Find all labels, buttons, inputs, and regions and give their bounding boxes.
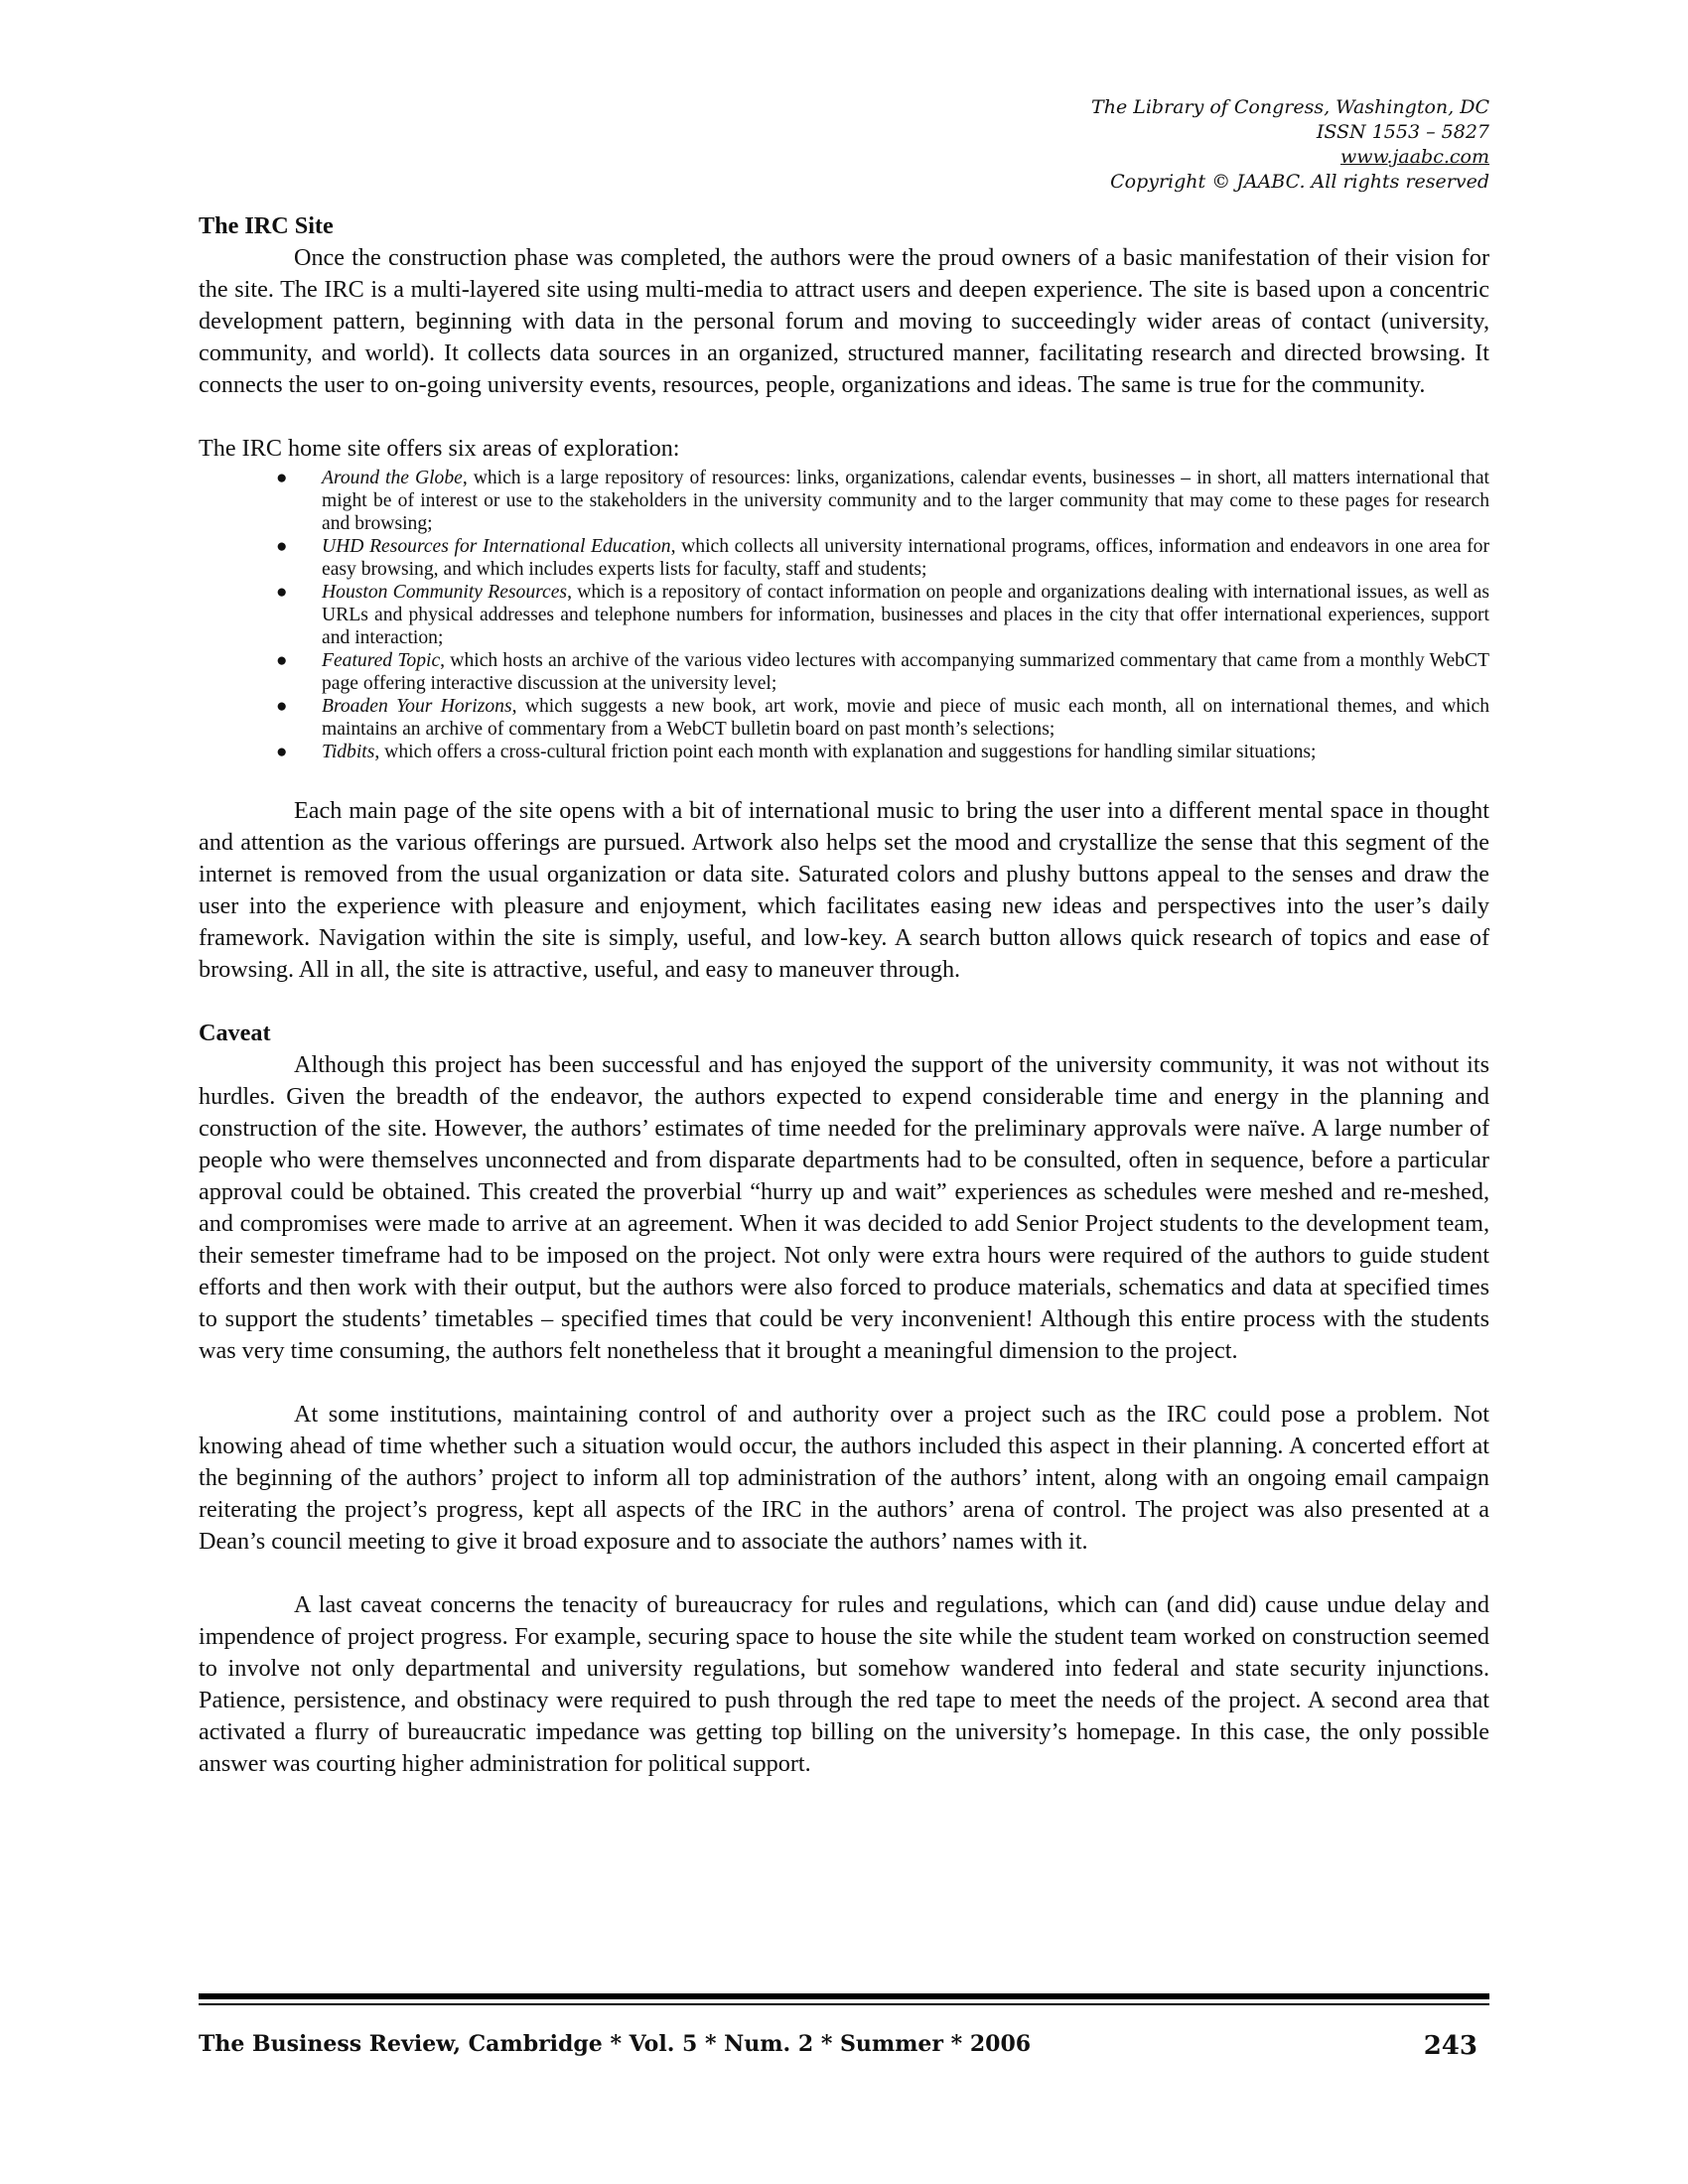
list-item-title: Around the Globe: [322, 468, 463, 488]
list-item-text: , which offers a cross-cultural friction point each month with explanation and suggestions for handling similar situations;: [374, 742, 1317, 762]
list-item-title: Tidbits: [322, 742, 375, 762]
paragraph-irc-site-1: Once the construction phase was completed, the authors were the proud owners of a basic manifestation of their vision for the site. The IRC is a multi-layered site using multi-media to attract users and deepen experience. The site is based upon a concentric development pattern, beginning with data in the personal forum and moving to succeedingly wider areas of contact (university, community, and world). It collects data sources in an organized, structured manner, facilitating research and directed browsing. It connects the user to on-going university events, resources, people, organizations and ideas. The same is true for the community.: [199, 244, 1489, 398]
header-website-link[interactable]: www.jaabc.com: [1339, 146, 1489, 168]
footer-journal-citation: The Business Review, Cambridge * Vol. 5 * Num. 2 * Summer * 2006: [199, 2031, 1032, 2057]
list-item: [276, 649, 1489, 695]
list-item-title: UHD Resources for International Education: [322, 536, 671, 557]
footer-rule-thin: [199, 2003, 1489, 2005]
header-issn-line: ISSN 1553 – 5827: [1316, 121, 1489, 143]
paragraph-gap: [199, 763, 1489, 795]
list-item: [276, 535, 1489, 581]
list-item: [276, 741, 1489, 763]
bullet-icon: ●: [276, 650, 288, 671]
exploration-areas-list: [199, 467, 1489, 763]
list-item-title: Broaden Your Horizons: [322, 696, 512, 717]
paragraph-gap: [199, 1367, 1489, 1399]
journal-header: [894, 95, 1489, 195]
paragraph-gap: [199, 986, 1489, 1018]
paragraph-caveat-3: A last caveat concerns the tenacity of bureaucracy for rules and regulations, which can (and did) cause undue delay and impendence of project progress. For example, securing space to house the site while the student team worked on construction seemed to involve not only departmental and university regulations, but somehow wandered into federal and state security injunctions. Patience, persistence, and obstinacy were required to push through the red tape to meet the needs of the project. A second area that activated a flurry of bureaucratic impedance was getting top billing on the university’s homepage. In this case, the only possible answer was courting higher administration for political support.: [199, 1591, 1489, 1777]
list-item-text: , which is a repository of contact information on people and organizations dealing with international issues, as well as URLs and physical addresses and telephone numbers for information, businesses and places in the city that offer international experiences, support and interaction;: [322, 582, 1489, 648]
footer-rule-thick: [199, 1993, 1489, 1999]
paragraph-gap: [199, 401, 1489, 433]
footer-page-number: 243: [1423, 2031, 1477, 2061]
list-item: [276, 581, 1489, 649]
list-item-text: , which suggests a new book, art work, movie and piece of music each month, all on international themes, and which maintains an archive of commentary from a WebCT bulletin board on past month’s selections;: [322, 696, 1489, 740]
bullet-icon: ●: [276, 536, 288, 557]
article-body: [199, 210, 1489, 1780]
bullet-icon: ●: [276, 742, 288, 762]
section-heading-caveat: Caveat: [199, 1020, 271, 1046]
list-item-text: , which hosts an archive of the various video lectures with accompanying summarized commentary that came from a monthly WebCT page offering interactive discussion at the university level;: [322, 650, 1489, 694]
list-item: [276, 467, 1489, 535]
bullet-icon: ●: [276, 468, 288, 488]
section-heading-irc-site: The IRC Site: [199, 212, 334, 239]
header-library-line: The Library of Congress, Washington, DC: [1091, 96, 1489, 118]
paragraph-caveat-2: At some institutions, maintaining control of and authority over a project such as the IRC could pose a problem. Not knowing ahead of time whether such a situation would occur, the authors included this aspect in their planning. A concerted effort at the beginning of the authors’ project to inform all top administration of the authors’ intent, along with an ongoing email campaign reiterating the project’s progress, kept all aspects of the IRC in the authors’ arena of control. The project was also presented at a Dean’s council meeting to give it broad exposure and to associate the authors’ names with it.: [199, 1401, 1489, 1555]
list-item-text: , which collects all university international programs, offices, information and endeavors in one area for easy browsing, and which includes experts lists for faculty, staff and students;: [322, 536, 1489, 580]
list-item-text: , which is a large repository of resources: links, organizations, calendar events, businesses – in short, all matters international that might be of interest or use to the stakeholders in the university community and to the larger community that may come to these pages for research and browsing;: [322, 468, 1489, 534]
bullet-icon: ●: [276, 582, 288, 603]
paragraph-irc-site-2: Each main page of the site opens with a bit of international music to bring the user into a different mental space in thought and attention as the various offerings are pursued. Artwork also helps set the mood and crystallize the sense that this segment of the internet is removed from the usual organization or data site. Saturated colors and plushy buttons appeal to the senses and draw the user into the experience with pleasure and enjoyment, which facilitates easing new ideas and perspectives into the user’s daily framework. Navigation within the site is simply, useful, and low-key. A search button allows quick research of topics and ease of browsing. All in all, the site is attractive, useful, and easy to maneuver through.: [199, 797, 1489, 983]
list-item-title: Houston Community Resources: [322, 582, 568, 603]
list-item: [276, 695, 1489, 741]
list-item-title: Featured Topic: [322, 650, 441, 671]
bullet-icon: ●: [276, 696, 288, 717]
header-copyright-line: Copyright © JAABC. All rights reserved: [1110, 171, 1489, 193]
paragraph-caveat-1: Although this project has been successful and has enjoyed the support of the university community, it was not without its hurdles. Given the breadth of the endeavor, the authors expected to expend considerable time and energy in the planning and construction of the site. However, the authors’ estimates of time needed for the preliminary approvals were naïve. A large number of people who were themselves unconnected and from disparate departments had to be consulted, often in sequence, before a particular approval could be obtained. This created the proverbial “hurry up and wait” experiences as schedules were meshed and re-meshed, and compromises were made to arrive at an agreement. When it was decided to add Senior Project students to the development team, their semester timeframe had to be imposed on the project. Not only were extra hours were required of the authors to guide student efforts and then work with their output, but the authors were also forced to produce materials, schematics and data at specified times to support the students’ timetables – specified times that could be very inconvenient! Although this entire process with the students was very time consuming, the authors felt nonetheless that it brought a meaningful dimension to the project.: [199, 1051, 1489, 1364]
paragraph-gap: [199, 1558, 1489, 1589]
paragraph-areas-intro: The IRC home site offers six areas of exploration:: [199, 435, 680, 462]
